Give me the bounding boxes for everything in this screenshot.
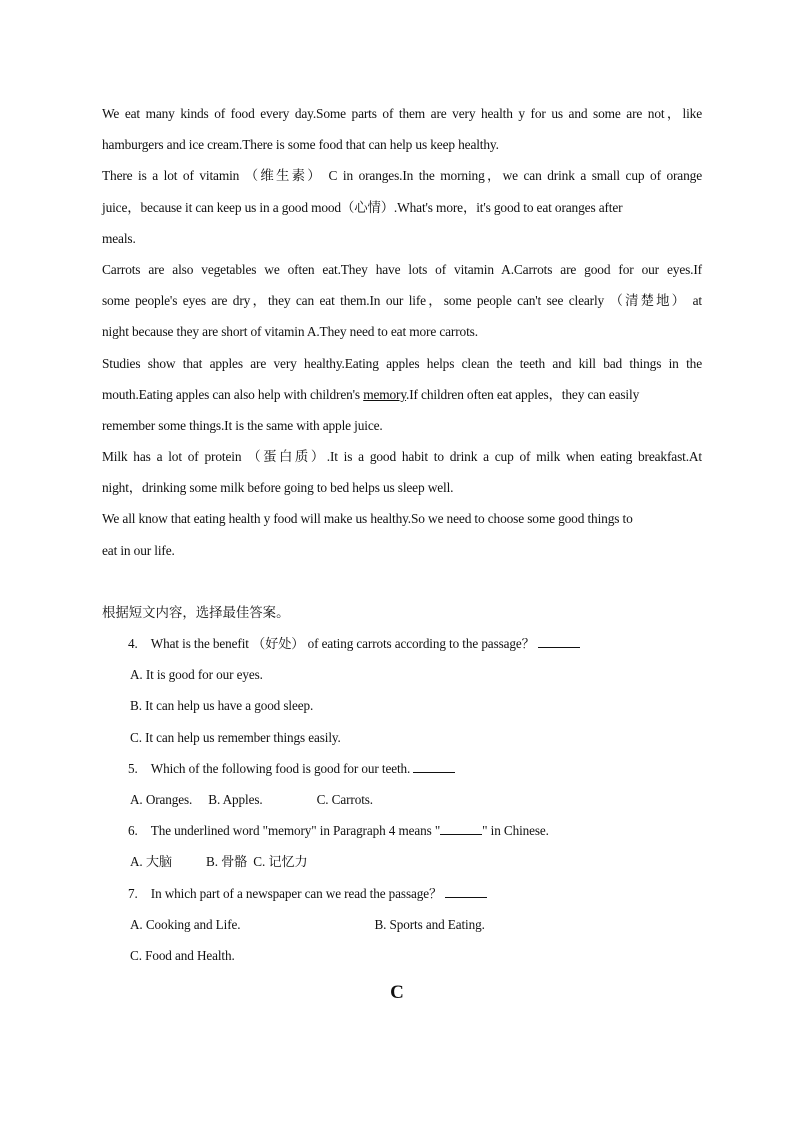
passage-line: remember some things.It is the same with apple juice. — [102, 417, 383, 433]
passage-line: Studies show that apples are very healthy.Eating apples helps clean the teeth and kill bad things in the — [102, 355, 702, 371]
question-5-options — [128, 784, 688, 815]
question-6-text-before: 6. The underlined word "memory" in Paragraph 4 means " — [128, 823, 441, 839]
question-5-option-c[interactable]: C. Carrots. — [316, 791, 374, 807]
question-6-option-c[interactable]: C. 记忆力 — [253, 854, 308, 870]
question-5-option-b[interactable]: B. Apples. — [208, 791, 263, 807]
section-heading-c: C — [390, 982, 404, 1003]
answer-blank[interactable] — [440, 822, 482, 835]
question-4-option-a[interactable]: A. It is good for our eyes. — [130, 667, 263, 683]
passage-line: some people's eyes are dry，they can eat them.In our life，some people can't see clearly （清楚地） at — [102, 293, 702, 309]
passage-line: night，drinking some milk before going to bed helps us sleep well. — [102, 480, 454, 496]
question-4-text: 4. What is the benefit （好处） of eating carrots according to the passage？ — [128, 636, 535, 651]
passage-line: We eat many kinds of food every day.Some parts of them are very health y for us and some are not，like — [102, 106, 702, 121]
question-7-options-row1 — [128, 909, 688, 940]
question-7-option-c[interactable]: C. Food and Health. — [130, 947, 235, 963]
question-4-option-c[interactable]: C. It can help us remember things easily. — [130, 729, 341, 745]
passage-line: Milk has a lot of protein （蛋白质）.It is a good habit to drink a cup of milk when eating breakfast.At — [102, 449, 702, 465]
answer-blank[interactable] — [445, 885, 487, 898]
answer-blank[interactable] — [413, 760, 455, 773]
question-5-text: 5. Which of the following food is good for our teeth. — [128, 760, 411, 776]
passage-line: meals. — [102, 230, 136, 246]
reading-passage — [102, 98, 702, 566]
memory-line-after: .If children often eat apples，they can easily — [406, 386, 640, 402]
passage-line: night because they are short of vitamin A.They need to eat more carrots. — [102, 324, 478, 340]
question-7 — [128, 878, 688, 909]
question-6-option-b[interactable]: B. 骨骼 — [206, 854, 248, 870]
passage-line: Carrots are also vegetables we often eat.They have lots of vitamin A.Carrots are good for our eyes.If — [102, 261, 702, 277]
memory-line-before: mouth.Eating apples can also help with children's — [102, 386, 364, 402]
question-4 — [128, 628, 688, 659]
answer-blank[interactable] — [538, 635, 580, 648]
question-5-option-a[interactable]: A. Oranges. — [130, 791, 193, 807]
passage-line: We all know that eating health y food will make us healthy.So we need to choose some good things to — [102, 511, 633, 527]
underlined-word-memory: memory — [363, 386, 407, 402]
question-4-option-b[interactable]: B. It can help us have a good sleep. — [130, 698, 314, 714]
passage-line-memory — [102, 379, 702, 410]
passage-line: juice，because it can keep us in a good mood（心情）.What's more，it's good to eat oranges after — [102, 199, 623, 215]
question-7-option-b[interactable]: B. Sports and Eating. — [374, 916, 485, 932]
question-6-option-a[interactable]: A. 大脑 — [130, 854, 172, 870]
section-instruction: 根据短文内容，选择最佳答案。 — [102, 605, 290, 620]
question-6 — [128, 815, 688, 846]
question-7-text: 7. In which part of a newspaper can we read the passage？ — [128, 885, 443, 901]
passage-line: hamburgers and ice cream.There is some food that can help us keep healthy. — [102, 137, 499, 153]
passage-line: There is a lot of vitamin （维生素） C in oranges.In the morning，we can drink a small cup of orange — [102, 168, 702, 184]
question-list — [128, 628, 688, 971]
question-6-text-after: " in Chinese. — [482, 823, 549, 839]
passage-line: eat in our life. — [102, 542, 175, 558]
question-6-options — [128, 846, 688, 877]
question-7-option-a[interactable]: A. Cooking and Life. — [130, 916, 241, 932]
question-5 — [128, 753, 688, 784]
